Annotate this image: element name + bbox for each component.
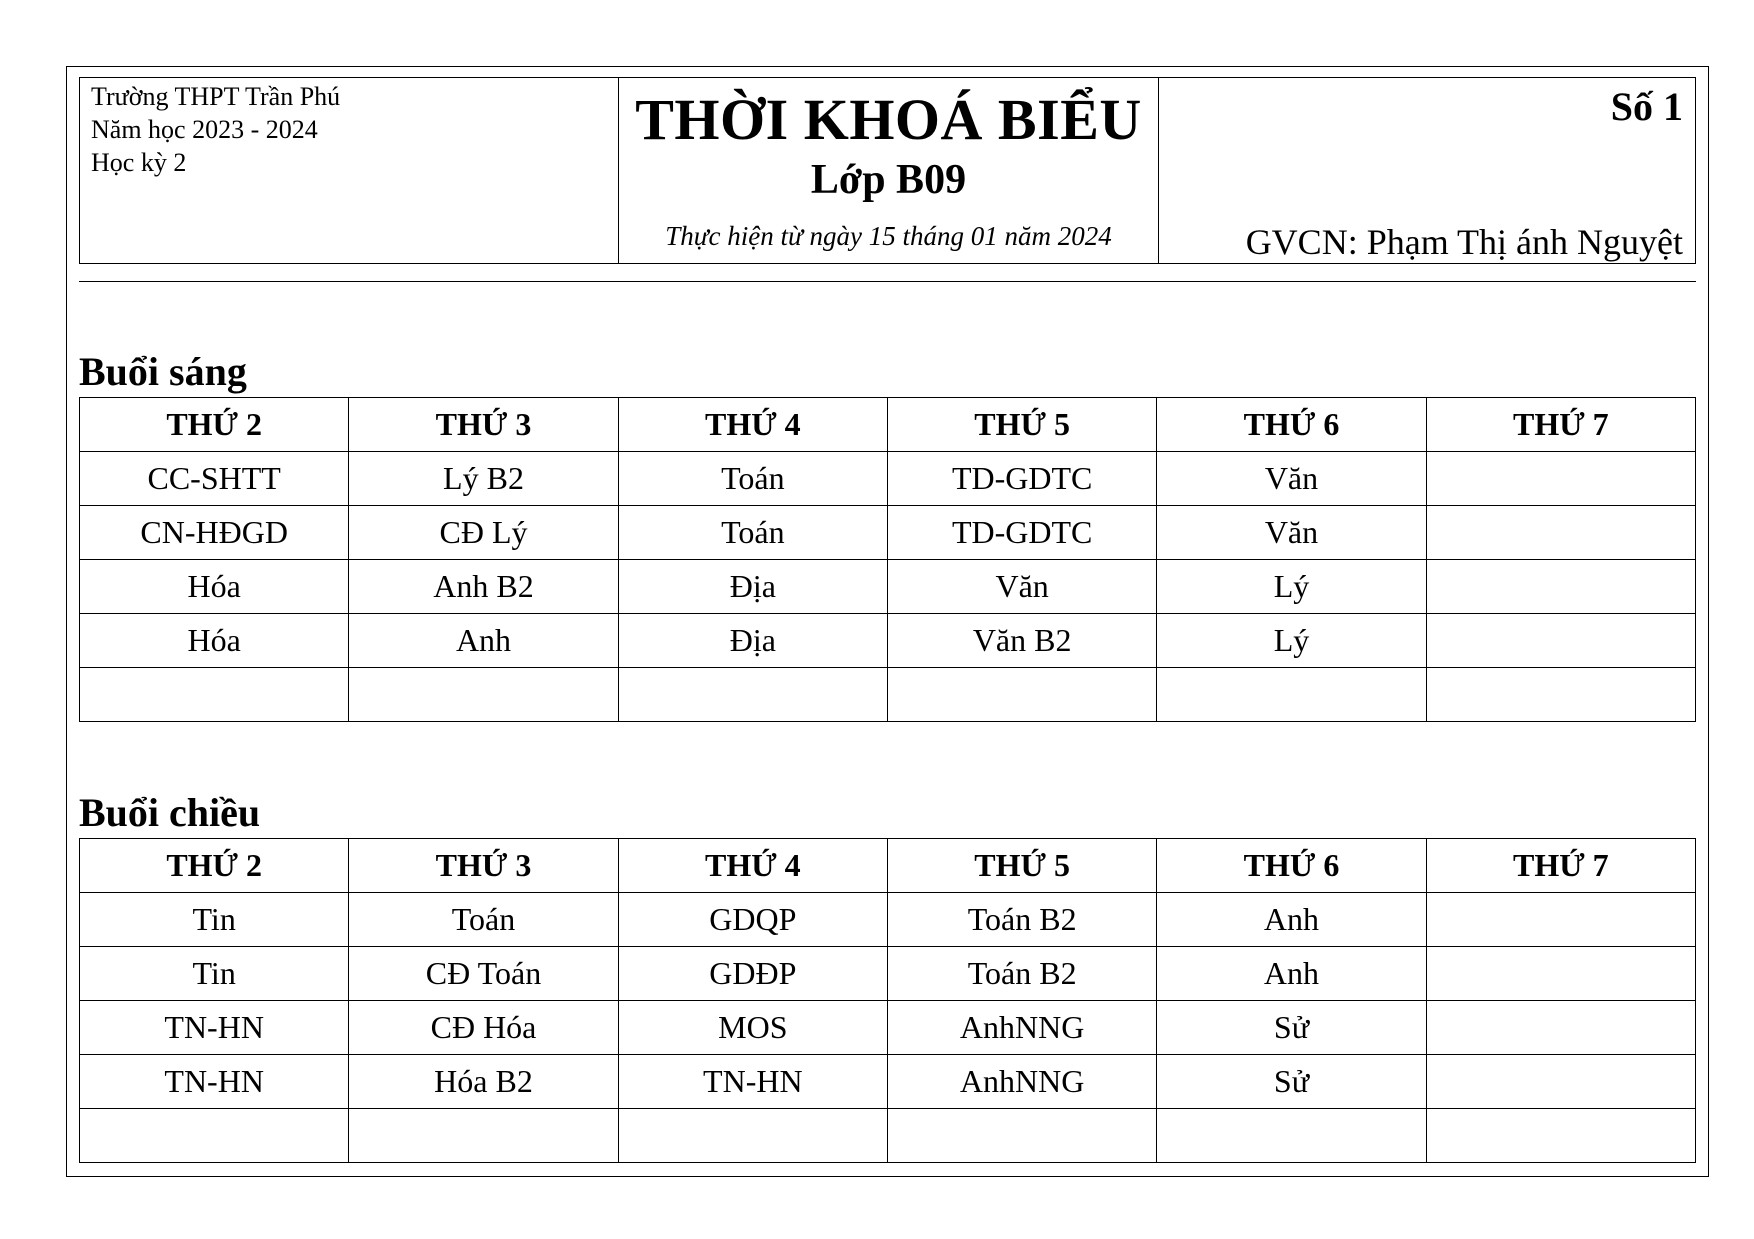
day-header: THỨ 5 [887, 398, 1156, 452]
subject-cell [887, 668, 1156, 722]
effective-date: Thực hiện từ ngày 15 tháng 01 năm 2024 [665, 221, 1112, 251]
subject-cell: Văn [887, 560, 1156, 614]
day-header: THỨ 2 [80, 398, 349, 452]
subject-cell: MOS [618, 1001, 887, 1055]
header-divider [79, 281, 1696, 282]
subject-cell: Văn [1157, 452, 1426, 506]
table-row [80, 668, 1696, 722]
subject-cell: Anh [1157, 893, 1426, 947]
subject-cell: CC-SHTT [80, 452, 349, 506]
document-number: Số 1 [1610, 84, 1683, 129]
subject-cell [80, 1109, 349, 1163]
subject-cell: Hóa [80, 614, 349, 668]
subject-cell: TN-HN [80, 1055, 349, 1109]
subject-cell: GDĐP [618, 947, 887, 1001]
class-name: Lớp B09 [810, 157, 967, 203]
table-row [80, 947, 1696, 1001]
subject-cell: Toán [618, 506, 887, 560]
page-title: THỜI KHOÁ BIỂU [635, 87, 1142, 152]
morning-timetable [79, 397, 1696, 722]
table-header-row [80, 839, 1696, 893]
subject-cell [80, 668, 349, 722]
subject-cell [618, 1109, 887, 1163]
subject-cell: Văn [1157, 506, 1426, 560]
subject-cell [1157, 668, 1426, 722]
day-header: THỨ 7 [1426, 398, 1695, 452]
subject-cell: CĐ Hóa [349, 1001, 618, 1055]
table-row [80, 893, 1696, 947]
subject-cell: TD-GDTC [887, 506, 1156, 560]
homeroom-teacher: GVCN: Phạm Thị ánh Nguyệt [1245, 222, 1683, 262]
morning-session-title: Buổi sáng [79, 349, 247, 394]
subject-cell: Địa [618, 560, 887, 614]
school-info [80, 78, 619, 263]
subject-cell: GDQP [618, 893, 887, 947]
subject-cell: TN-HN [618, 1055, 887, 1109]
subject-cell: Toán [618, 452, 887, 506]
subject-cell: CĐ Lý [349, 506, 618, 560]
subject-cell: Hóa [80, 560, 349, 614]
subject-cell: Toán [349, 893, 618, 947]
subject-cell: Hóa B2 [349, 1055, 618, 1109]
subject-cell [1157, 1109, 1426, 1163]
table-row [80, 1109, 1696, 1163]
document-meta [1159, 78, 1695, 263]
table-row [80, 1001, 1696, 1055]
day-header: THỨ 7 [1426, 839, 1695, 893]
subject-cell [349, 1109, 618, 1163]
table-row [80, 614, 1696, 668]
subject-cell: Toán B2 [887, 947, 1156, 1001]
subject-cell: Anh B2 [349, 560, 618, 614]
subject-cell [1426, 560, 1695, 614]
subject-cell: Sử [1157, 1001, 1426, 1055]
subject-cell: Sử [1157, 1055, 1426, 1109]
subject-cell: Tin [80, 893, 349, 947]
subject-cell: Toán B2 [887, 893, 1156, 947]
subject-cell [1426, 893, 1695, 947]
day-header: THỨ 4 [618, 839, 887, 893]
subject-cell: Lý [1157, 560, 1426, 614]
subject-cell [349, 668, 618, 722]
table-row [80, 452, 1696, 506]
day-header: THỨ 6 [1157, 398, 1426, 452]
subject-cell [1426, 506, 1695, 560]
afternoon-session-title: Buổi chiều [79, 790, 261, 835]
subject-cell [1426, 947, 1695, 1001]
day-header: THỨ 3 [349, 839, 618, 893]
subject-cell [1426, 1055, 1695, 1109]
subject-cell: Anh [349, 614, 618, 668]
subject-cell [1426, 668, 1695, 722]
day-header: THỨ 2 [80, 839, 349, 893]
subject-cell: CĐ Toán [349, 947, 618, 1001]
table-row [80, 560, 1696, 614]
subject-cell: Lý B2 [349, 452, 618, 506]
day-header: THỨ 6 [1157, 839, 1426, 893]
title-block [619, 78, 1159, 263]
day-header: THỨ 4 [618, 398, 887, 452]
subject-cell: TN-HN [80, 1001, 349, 1055]
subject-cell: Văn B2 [887, 614, 1156, 668]
subject-cell [1426, 1001, 1695, 1055]
subject-cell: Địa [618, 614, 887, 668]
school-year: Năm học 2023 - 2024 [91, 115, 318, 144]
subject-cell: TD-GDTC [887, 452, 1156, 506]
subject-cell: Lý [1157, 614, 1426, 668]
subject-cell: AnhNNG [887, 1001, 1156, 1055]
day-header: THỨ 3 [349, 398, 618, 452]
subject-cell [1426, 614, 1695, 668]
subject-cell: CN-HĐGD [80, 506, 349, 560]
subject-cell [1426, 452, 1695, 506]
subject-cell [887, 1109, 1156, 1163]
semester: Học kỳ 2 [91, 148, 187, 177]
school-name: Trường THPT Trần Phú [91, 82, 341, 111]
afternoon-timetable [79, 838, 1696, 1163]
table-row [80, 506, 1696, 560]
subject-cell: Anh [1157, 947, 1426, 1001]
day-header: THỨ 5 [887, 839, 1156, 893]
subject-cell: AnhNNG [887, 1055, 1156, 1109]
table-row [80, 1055, 1696, 1109]
document-header [79, 77, 1696, 264]
subject-cell [1426, 1109, 1695, 1163]
subject-cell [618, 668, 887, 722]
table-header-row [80, 398, 1696, 452]
subject-cell: Tin [80, 947, 349, 1001]
